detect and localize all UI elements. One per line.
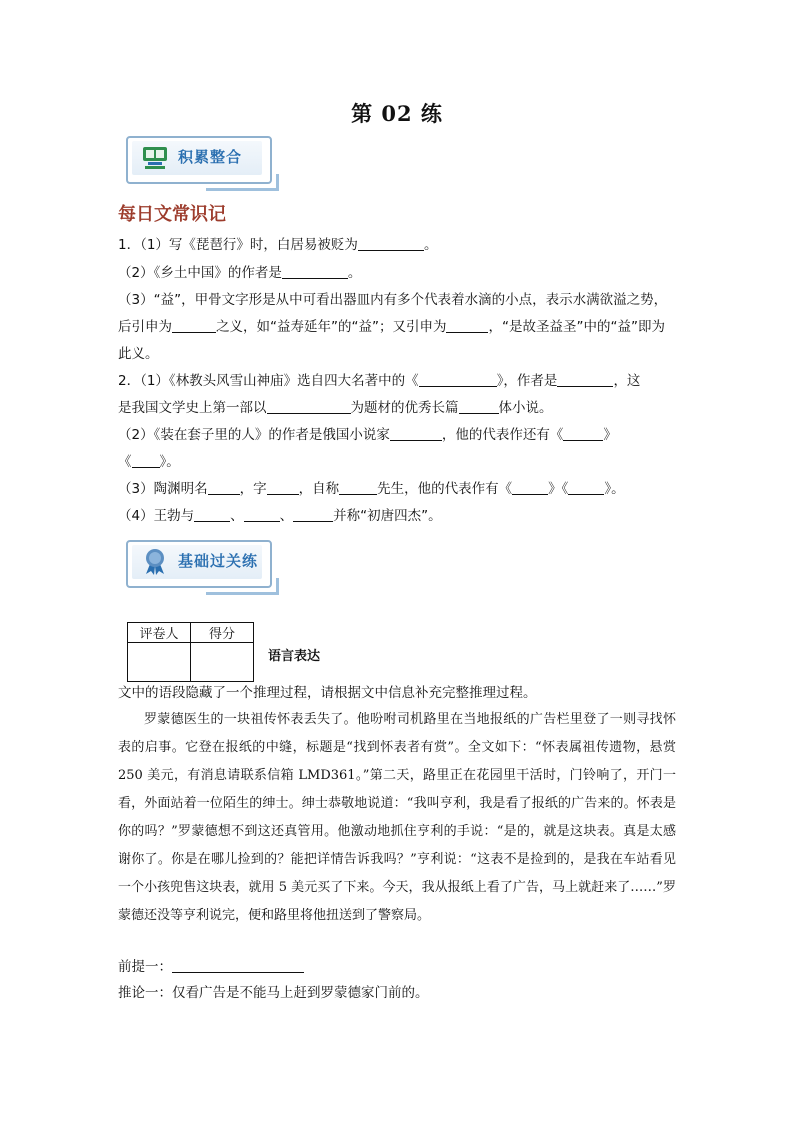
answer-blank[interactable] bbox=[459, 399, 499, 414]
answer-blank[interactable] bbox=[282, 264, 348, 279]
banner-accumulate bbox=[126, 136, 276, 190]
answer-blank[interactable] bbox=[512, 480, 548, 495]
banner-label: 积累整合 bbox=[178, 148, 243, 166]
inference-one: 推论一：仅看广告是不能马上赶到罗蒙德家门前的。 bbox=[118, 985, 429, 1001]
answer-blank[interactable] bbox=[419, 372, 497, 387]
answer-blank[interactable] bbox=[557, 372, 613, 387]
grader-cell[interactable] bbox=[128, 643, 191, 682]
question-2-3: （3）陶渊明名 ，字 ，自称 先生，他的代表作有《 》《 》。 bbox=[118, 481, 625, 497]
medal-icon bbox=[140, 546, 170, 576]
answer-blank[interactable] bbox=[563, 426, 603, 441]
answer-blank[interactable] bbox=[244, 507, 280, 522]
score-table bbox=[127, 622, 254, 682]
instruction-text: 文中的语段隐藏了一个推理过程，请根据文中信息补充完整推理过程。 bbox=[118, 685, 537, 701]
question-2-2-line2: 《 》。 bbox=[118, 454, 180, 470]
answer-blank[interactable] bbox=[267, 480, 299, 495]
answer-blank[interactable] bbox=[446, 318, 488, 333]
banner-basic bbox=[126, 540, 276, 594]
answer-blank[interactable] bbox=[339, 480, 377, 495]
question-1-2: （2）《乡土中国》的作者是 。 bbox=[118, 265, 362, 281]
answer-blank[interactable] bbox=[568, 480, 604, 495]
book-icon bbox=[140, 142, 170, 172]
score-table-header-grader: 评卷人 bbox=[128, 623, 191, 643]
answer-blank[interactable] bbox=[267, 399, 351, 414]
score-table-header-score: 得分 bbox=[191, 623, 254, 643]
question-2-2-line1: （2）《装在套子里的人》的作者是俄国小说家 ，他的代表作还有《 》 bbox=[118, 427, 617, 443]
answer-blank[interactable] bbox=[172, 318, 216, 333]
question-1-3-line1: （3）“益”，甲骨文字形是从中可看出器皿内有多个代表着水滴的小点，表示水满欲溢之势， bbox=[118, 292, 668, 308]
question-2-1-line2: 是我国文学史上第一部以 为题材的优秀长篇 体小说。 bbox=[118, 400, 553, 416]
answer-blank[interactable] bbox=[132, 453, 160, 468]
answer-blank[interactable] bbox=[358, 236, 424, 251]
question-2-4: （4）王勃与 、 、 并称“初唐四杰”。 bbox=[118, 508, 442, 524]
question-2-1-line1: 2．（1）《林教头风雪山神庙》选自四大名著中的《 》，作者是 ，这 bbox=[118, 373, 641, 389]
reading-passage: 罗蒙德医生的一块祖传怀表丢失了。他吩咐司机路里在当地报纸的广告栏里登了一则寻找怀表的启事。它登在报纸的中缝，标题是“找到怀表者有赏”。全文如下：“怀表属祖传遗物，悬赏 250 美元，有消息请联系信箱 LMD361。”第二天，路里正在花园里干活时，门铃响了，开门一看，外面站着一位陌生的绅士。绅士恭敬地说道：“我叫亨利，我是看了报纸的广告来的。怀表是你的吗？”罗蒙德想不到这还真管用。他激动地抓住亨利的手说：“是的，就是这块表。真是太感谢你了。你是在哪儿捡到的？能把详情告诉我吗？”亨利说：“这表不是捡到的，是我在车站看见一个小孩兜售这块表，就用 5 美元买了下来。今天，我从报纸上看了广告，马上就赶来了……”罗蒙德还没等亨利说完，便和路里将他扭送到了警察局。 bbox=[118, 712, 676, 923]
answer-blank[interactable] bbox=[194, 507, 230, 522]
answer-blank[interactable] bbox=[208, 480, 240, 495]
answer-blank[interactable] bbox=[172, 958, 304, 973]
question-type-label: 语言表达 bbox=[268, 649, 321, 664]
section-heading: 每日文常识记 bbox=[118, 204, 226, 225]
page-title: 第 02 练 bbox=[351, 101, 443, 126]
question-1-3-line3: 此义。 bbox=[118, 346, 159, 362]
answer-blank[interactable] bbox=[390, 426, 442, 441]
score-cell[interactable] bbox=[191, 643, 254, 682]
answer-blank[interactable] bbox=[293, 507, 333, 522]
question-1-3-line2: 后引申为 之义，如“益寿延年”的“益”；又引申为 ，“是故圣益圣”中的“益”即为 bbox=[118, 319, 665, 335]
question-1-1: 1．（1）写《琵琶行》时，白居易被贬为 。 bbox=[118, 237, 438, 253]
banner-label: 基础过关练 bbox=[178, 552, 259, 570]
premise-one: 前提一： bbox=[118, 958, 304, 976]
